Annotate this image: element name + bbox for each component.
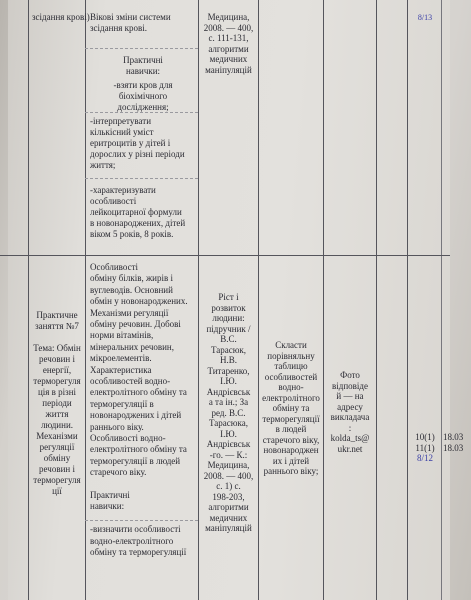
column-divider-5 <box>376 0 377 600</box>
text-line: терморегуляції в людей <box>90 455 181 466</box>
text-line: Механізми регуляції <box>90 307 169 318</box>
text-line: Тарасюк, <box>210 344 247 355</box>
text-line: людини. <box>40 420 74 430</box>
text-line: особливостей водно- <box>90 376 171 386</box>
text-line: електролітного обміну та <box>90 444 187 455</box>
text-line: с. 111-131, <box>208 33 249 43</box>
text-line: -визначити особливості <box>90 524 181 535</box>
column-divider-4 <box>323 0 324 600</box>
text-line: Практичні <box>123 55 163 65</box>
text-line: ції <box>52 486 62 496</box>
text-line: обміну <box>43 453 71 463</box>
text-line: мінеральних речовин, <box>90 341 174 352</box>
text-line: маніпуляцій <box>205 64 252 75</box>
column-divider-2 <box>198 0 199 600</box>
cell-divider <box>85 520 198 521</box>
text-line: старечого віку. <box>90 467 147 478</box>
text-line: водно- <box>278 382 304 392</box>
text-line: а та ін.; За <box>208 397 249 407</box>
text-line: Механізми <box>36 431 78 441</box>
text-line: терморегуляції <box>262 413 320 424</box>
text-line: ukr.net <box>337 443 363 454</box>
text-line: Медицина, <box>207 12 250 22</box>
text-line: -взяти кров для <box>113 80 173 90</box>
text-line: Практичне <box>36 310 78 320</box>
column-divider-7 <box>441 0 442 600</box>
text-line: маніпуляцій <box>205 523 252 533</box>
text-line: 18.03 <box>443 432 464 442</box>
text-line: періоди <box>42 398 72 408</box>
text-line: ція в різні <box>37 387 77 397</box>
text-line: Характеристика <box>90 364 152 375</box>
text-line: Практичні <box>90 490 130 500</box>
text-line: Особливості водно- <box>90 433 166 443</box>
text-line: речовин і <box>39 354 75 364</box>
text-line: Медицина, <box>207 460 250 470</box>
text-line: електролітного <box>262 392 320 403</box>
text-line: их і дітей <box>272 455 310 466</box>
column-divider-1 <box>85 0 86 600</box>
text-line: медичних <box>209 54 248 64</box>
text-line: адресу <box>337 401 363 412</box>
table-border-left <box>28 0 29 600</box>
text-line: Андрієвськ <box>206 439 251 449</box>
column-divider-3 <box>258 0 259 600</box>
cell-divider <box>85 48 198 49</box>
text-line: розвиток <box>211 302 246 313</box>
text-line: дослідження; <box>117 102 169 112</box>
text-line: навички: <box>125 66 161 76</box>
handwritten-mark: 8/13 <box>417 13 433 22</box>
text-line: І.Ю. <box>220 376 237 386</box>
text-line: людини: <box>212 313 245 323</box>
text-line: обміну речовин. Добові <box>90 319 181 329</box>
text-line: життя; <box>90 160 116 170</box>
text-line: віком 5 років, 8 років. <box>90 229 174 239</box>
text-line: терморегуля <box>33 376 81 386</box>
text-line: Вікові зміни системи <box>90 12 171 22</box>
text-line: лейкоцитарної формули <box>90 207 182 217</box>
text-line: раннього віку; <box>263 466 319 476</box>
cell-divider <box>85 178 198 179</box>
text-line: еритроцитів у дітей і <box>90 138 171 148</box>
text-line: алгоритми <box>208 43 249 54</box>
text-line: Н.В. <box>219 355 237 365</box>
text-line: Особливості <box>90 262 138 272</box>
text-line: вуглеводів. Основний <box>90 284 173 295</box>
text-line: особливості <box>90 196 137 206</box>
text-line: підручник / <box>206 323 251 334</box>
text-line: Скласти <box>275 340 307 350</box>
column-divider-6 <box>407 0 408 600</box>
text-line: 2008. — 400, <box>203 470 254 481</box>
text-line: енергії, <box>42 365 72 375</box>
text-line: обмін у новонароджених. <box>90 296 188 307</box>
text-line: старечого віку, <box>262 434 320 445</box>
text-line: життя <box>45 409 69 419</box>
text-line: медичних <box>209 512 248 523</box>
text-line: kolda_ts@ <box>330 433 370 443</box>
text-line: Тарасюка, <box>209 418 248 428</box>
row-divider <box>0 255 450 256</box>
text-line: Тема: Обмін <box>33 343 81 353</box>
text-line: навички: <box>90 501 125 512</box>
text-line: 8/12 <box>416 453 433 463</box>
text-line: біохімічного <box>118 91 168 101</box>
text-line: в людей <box>275 424 307 434</box>
text-line: Фото <box>340 370 360 380</box>
text-line: -характеризувати <box>90 185 156 195</box>
text-line: регуляції <box>39 442 75 452</box>
text-line: дорослих у різні періоди <box>90 149 185 159</box>
text-line: 2008. — 400, <box>203 22 254 33</box>
text-line: Ріст і <box>218 292 239 302</box>
text-line: 10(1) <box>415 432 435 442</box>
text-line: : <box>348 422 352 433</box>
text-line: зсідання крові. <box>90 23 148 33</box>
text-line: обміну білків, жирів і <box>90 273 173 284</box>
text-line: 11(1) <box>415 442 435 453</box>
text-line: відповіде <box>332 380 368 391</box>
text-line: новонароджених і дітей <box>90 410 182 421</box>
text-line: терморегуляції в <box>90 398 154 409</box>
text-line: й — на <box>336 391 364 401</box>
text-line: В.С. <box>220 334 237 344</box>
text-line: 198-203, <box>212 491 245 502</box>
text-line: алгоритми <box>208 502 249 512</box>
text-line: Титаренко, <box>207 365 250 376</box>
text-line: обміну та <box>272 403 310 413</box>
text-line: кількісний уміст <box>90 127 154 137</box>
text-line: порівняльну <box>267 350 315 361</box>
text-line: -інтерпретувати <box>90 116 152 126</box>
text-line: терморегуля <box>33 475 81 485</box>
text-line: ред. В.С. <box>211 407 246 418</box>
text-line: особливостей <box>264 371 318 382</box>
text-line: с. 1) с. <box>216 481 241 491</box>
text-line: раннього віку. <box>90 421 144 432</box>
text-line: в новонароджених, дітей <box>90 218 186 228</box>
text-line: водно-електролітного <box>90 535 174 546</box>
text-line: таблицю <box>274 361 308 371</box>
text-line: мікроелементів. <box>90 353 152 364</box>
text-line: норми вітамінів, <box>90 330 154 341</box>
text-line: обміну та терморегуляції <box>90 547 187 557</box>
text-line: Андрієвськ <box>206 386 251 397</box>
text-line: новонароджен <box>263 445 319 455</box>
topic-cell-top: зсідання крові) <box>32 12 90 22</box>
text-line: електролітного обміну та <box>90 387 187 398</box>
text-line: викладача <box>330 412 370 422</box>
text-line: заняття №7 <box>35 321 79 331</box>
text-line: 18.03 <box>443 442 464 453</box>
text-line: речовин і <box>39 464 75 474</box>
text-line: -го. — К.: <box>209 449 248 460</box>
text-line: І.Ю. <box>220 428 237 439</box>
